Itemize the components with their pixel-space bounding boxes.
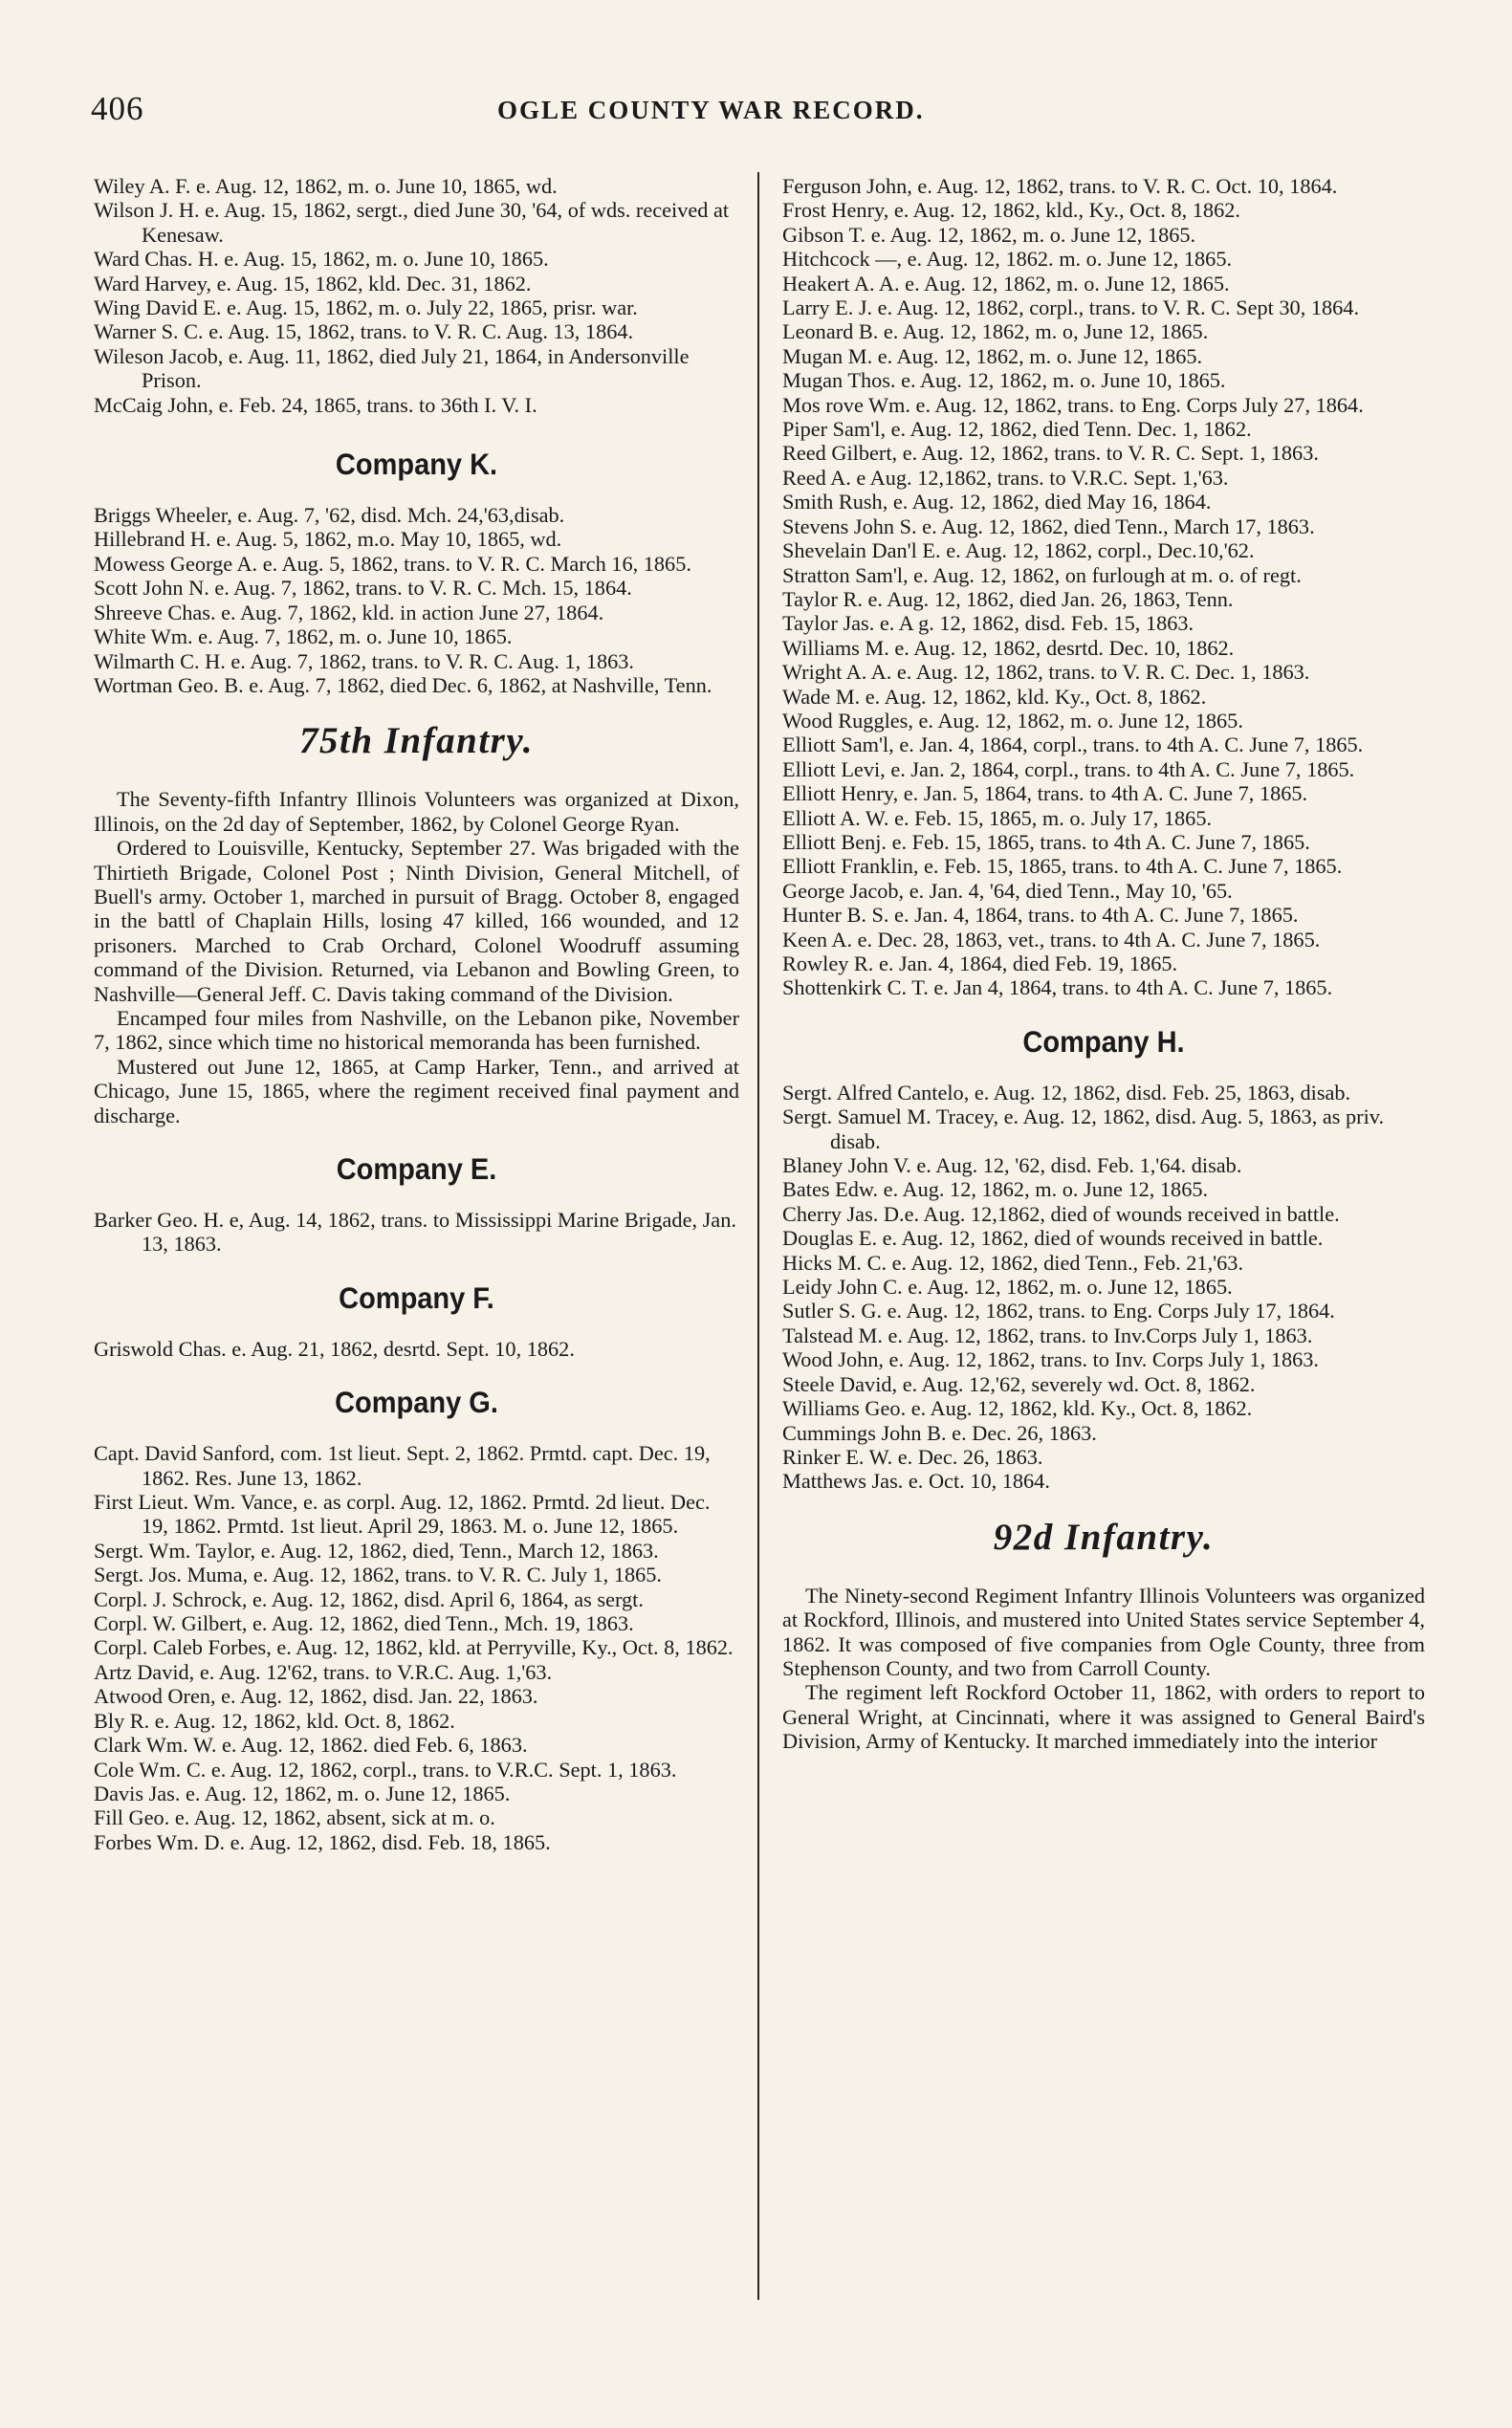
roster-entry: Corpl. W. Gilbert, e. Aug. 12, 1862, died Tenn., Mch. 19, 1863. — [94, 1611, 634, 1636]
history-paragraph: The regiment left Rockford October 11, 1862, with orders to report to General Wright, at Cincinnati, where it was assigned to General Baird's Division, Army of Kentucky. It marched immediately into the interior — [782, 1680, 1425, 1754]
roster-list — [94, 1441, 739, 1854]
roster-entry: Reed A. e Aug. 12,1862, trans. to V.R.C. Sept. 1,'63. — [782, 465, 1229, 490]
roster-entry: Wade M. e. Aug. 12, 1862, kld. Ky., Oct. 8, 1862. — [782, 684, 1207, 709]
roster-entry: Talstead M. e. Aug. 12, 1862, trans. to Inv.Corps July 1, 1863. — [782, 1323, 1313, 1347]
roster-entry: George Jacob, e. Jan. 4, '64, died Tenn., May 10, '65. — [782, 878, 1233, 903]
roster-entry: Wileson Jacob, e. Aug. 11, 1862, died July 21, 1864, in Andersonville Prison. — [94, 343, 690, 393]
history-paragraph: The Ninety-second Regiment Infantry Illinois Volunteers was organized at Rockford, Illinois, and mustered into United States service September 4, 1862. It was composed of five companies from Ogle County, three from Stephenson County, and two from Carroll County. — [782, 1583, 1425, 1680]
page-number: 406 — [91, 90, 144, 127]
page-header — [91, 90, 1449, 128]
roster-entry: Hunter B. S. e. Jan. 4, 1864, trans. to 4th A. C. June 7, 1865. — [782, 903, 1299, 928]
roster-entry: Frost Henry, e. Aug. 12, 1862, kld., Ky., Oct. 8, 1862. — [782, 198, 1240, 223]
company-heading: Company F. — [339, 1281, 494, 1316]
roster-entry: Keen A. e. Dec. 28, 1863, vet., trans. to 4th A. C. June 7, 1865. — [782, 927, 1321, 952]
roster-entry: Mowess George A. e. Aug. 5, 1862, trans. to V. R. C. March 16, 1865. — [94, 551, 691, 576]
roster-entry: Cherry Jas. D.e. Aug. 12,1862, died of wounds received in battle. — [782, 1201, 1340, 1226]
roster-entry: McCaig John, e. Feb. 24, 1865, trans. to 36th I. V. I. — [94, 392, 537, 417]
column-divider — [757, 172, 759, 2300]
roster-entry: Wilson J. H. e. Aug. 15, 1862, sergt., died June 30, '64, of wds. received at Kenesaw. — [94, 198, 730, 247]
roster-entry: Gibson T. e. Aug. 12, 1862, m. o. June 12, 1865. — [782, 222, 1196, 247]
roster-entry: Heakert A. A. e. Aug. 12, 1862, m. o. June 12, 1865. — [782, 271, 1230, 295]
roster-entry: Taylor R. e. Aug. 12, 1862, died Jan. 26, 1863, Tenn. — [782, 586, 1234, 611]
regiment-heading: 92d Infantry. — [993, 1516, 1215, 1558]
roster-entry: Mugan Thos. e. Aug. 12, 1862, m. o. June 10, 1865. — [782, 368, 1226, 393]
roster-entry: Artz David, e. Aug. 12'62, trans. to V.R.C. Aug. 1,'63. — [94, 1659, 553, 1684]
roster-entry: Hicks M. C. e. Aug. 12, 1862, died Tenn., Feb. 21,'63. — [782, 1250, 1244, 1275]
history-paragraph: The Seventy-fifth Infantry Illinois Volunteers was organized at Dixon, Illinois, on the 2d day of September, 1862, by Colonel George Ryan. — [94, 787, 739, 836]
roster-entry: White Wm. e. Aug. 7, 1862, m. o. June 10, 1865. — [94, 624, 513, 649]
roster-list — [94, 1337, 739, 1361]
roster-entry: Mos rove Wm. e. Aug. 12, 1862, trans. to Eng. Corps July 27, 1864. — [782, 392, 1364, 417]
left-column — [94, 174, 739, 1854]
roster-list — [94, 174, 739, 417]
roster-entry: First Lieut. Wm. Vance, e. as corpl. Aug. 12, 1862. Prmtd. 2d lieut. Dec. 19, 1862. Prmtd. 1st lieut. April 29, 1863. M. o. June 12, 1865. — [94, 1490, 711, 1539]
roster-entry: Reed Gilbert, e. Aug. 12, 1862, trans. to V. R. C. Sept. 1, 1863. — [782, 441, 1319, 466]
roster-entry: Sutler S. G. e. Aug. 12, 1862, trans. to Eng. Corps July 17, 1864. — [782, 1299, 1335, 1323]
roster-entry: Ferguson John, e. Aug. 12, 1862, trans. to V. R. C. Oct. 10, 1864. — [782, 174, 1338, 198]
roster-entry: Leonard B. e. Aug. 12, 1862, m. o, June 12, 1865. — [782, 319, 1209, 344]
regiment-history — [94, 787, 739, 1127]
company-heading: Company K. — [335, 448, 498, 482]
roster-entry: Warner S. C. e. Aug. 15, 1862, trans. to V. R. C. Aug. 13, 1864. — [94, 319, 634, 344]
roster-entry: Hillebrand H. e. Aug. 5, 1862, m.o. May 10, 1865, wd. — [94, 527, 562, 552]
roster-list — [782, 174, 1425, 1000]
roster-entry: Shottenkirk C. T. e. Jan 4, 1864, trans. to 4th A. C. June 7, 1865. — [782, 975, 1333, 1000]
roster-entry: Mugan M. e. Aug. 12, 1862, m. o. June 12, 1865. — [782, 343, 1203, 368]
roster-entry: Wiley A. F. e. Aug. 12, 1862, m. o. June 10, 1865, wd. — [94, 174, 558, 198]
regiment-heading: 75th Infantry. — [299, 720, 534, 762]
roster-entry: Shevelain Dan'l E. e. Aug. 12, 1862, corpl., Dec.10,'62. — [782, 538, 1255, 563]
roster-entry: Elliott A. W. e. Feb. 15, 1865, m. o. July 17, 1865. — [782, 805, 1213, 830]
roster-entry: Shreeve Chas. e. Aug. 7, 1862, kld. in action June 27, 1864. — [94, 600, 604, 624]
roster-entry: Corpl. J. Schrock, e. Aug. 12, 1862, disd. April 6, 1864, as sergt. — [94, 1586, 644, 1611]
roster-list — [782, 1081, 1425, 1494]
roster-entry: Sergt. Wm. Taylor, e. Aug. 12, 1862, died, Tenn., March 12, 1863. — [94, 1538, 659, 1563]
roster-entry: Barker Geo. H. e, Aug. 14, 1862, trans. to Mississippi Marine Brigade, Jan. 13, 1863. — [94, 1208, 736, 1257]
roster-entry: Wood Ruggles, e. Aug. 12, 1862, m. o. June 12, 1865. — [782, 708, 1243, 733]
roster-entry: Elliott Benj. e. Feb. 15, 1865, trans. to 4th A. C. June 7, 1865. — [782, 829, 1310, 854]
roster-entry: Clark Wm. W. e. Aug. 12, 1862. died Feb. 6, 1863. — [94, 1733, 528, 1758]
roster-entry: Hitchcock —, e. Aug. 12, 1862. m. o. June 12, 1865. — [782, 247, 1233, 272]
right-column — [782, 174, 1425, 1754]
roster-entry: Sergt. Jos. Muma, e. Aug. 12, 1862, trans. to V. R. C. July 1, 1865. — [94, 1563, 663, 1587]
roster-entry: Cole Wm. C. e. Aug. 12, 1862, corpl., trans. to V.R.C. Sept. 1, 1863. — [94, 1757, 677, 1782]
roster-entry: Davis Jas. e. Aug. 12, 1862, m. o. June 12, 1865. — [94, 1781, 511, 1805]
roster-entry: Briggs Wheeler, e. Aug. 7, '62, disd. Mch. 24,'63,disab. — [94, 503, 565, 528]
roster-list — [94, 503, 739, 697]
roster-entry: Smith Rush, e. Aug. 12, 1862, died May 16, 1864. — [782, 490, 1212, 514]
roster-entry: Wilmarth C. H. e. Aug. 7, 1862, trans. to V. R. C. Aug. 1, 1863. — [94, 648, 634, 673]
roster-entry: Corpl. Caleb Forbes, e. Aug. 12, 1862, kld. at Perryville, Ky., Oct. 8, 1862. — [94, 1635, 734, 1660]
roster-entry: Forbes Wm. D. e. Aug. 12, 1862, disd. Feb. 18, 1865. — [94, 1829, 551, 1854]
roster-entry: Sergt. Samuel M. Tracey, e. Aug. 12, 1862, disd. Aug. 5, 1863, as priv. disab. — [782, 1105, 1385, 1153]
roster-entry: Douglas E. e. Aug. 12, 1862, died of wounds received in battle. — [782, 1226, 1324, 1251]
roster-entry: Wright A. A. e. Aug. 12, 1862, trans. to V. R. C. Dec. 1, 1863. — [782, 660, 1310, 685]
history-paragraph: Mustered out June 12, 1865, at Camp Harker, Tenn., and arrived at Chicago, June 15, 1865, where the regiment received final payment and discharge. — [94, 1054, 739, 1127]
roster-entry: Blaney John V. e. Aug. 12, '62, disd. Feb. 1,'64. disab. — [782, 1153, 1242, 1178]
roster-entry: Capt. David Sanford, com. 1st lieut. Sept. 2, 1862. Prmtd. capt. Dec. 19, 1862. Res. June 13, 1862. — [94, 1441, 711, 1490]
roster-entry: Leidy John C. e. Aug. 12, 1862, m. o. June 12, 1865. — [782, 1275, 1233, 1300]
roster-entry: Rowley R. e. Jan. 4, 1864, died Feb. 19, 1865. — [782, 952, 1178, 975]
roster-entry: Elliott Sam'l, e. Jan. 4, 1864, corpl., trans. to 4th A. C. June 7, 1865. — [782, 733, 1364, 757]
roster-entry: Stratton Sam'l, e. Aug. 12, 1862, on furlough at m. o. of regt. — [782, 562, 1302, 587]
history-paragraph: Ordered to Louisville, Kentucky, September 27. Was brigaded with the Thirtieth Brigade, Colonel Post ; Ninth Division, General Mitchell, of Buell's army. October 1, marched in pursuit of Bragg. October 8, engaged in the battl of Chaplain Hills, losing 47 killed, 166 wounded, and 12 prisoners. Marched to Crab Orchard, Colonel Woodruff assuming command of the Division. Returned, via Lebanon and Bowling Green, to Nashville—General Jeff. C. Davis taking command of the Division. — [94, 836, 739, 1006]
regiment-history — [782, 1584, 1425, 1754]
roster-entry: Wing David E. e. Aug. 15, 1862, m. o. July 22, 1865, prisr. war. — [94, 295, 638, 320]
roster-entry: Steele David, e. Aug. 12,'62, severely wd. Oct. 8, 1862. — [782, 1371, 1256, 1396]
roster-entry: Matthews Jas. e. Oct. 10, 1864. — [782, 1469, 1050, 1494]
roster-entry: Williams Geo. e. Aug. 12, 1862, kld. Ky., Oct. 8, 1862. — [782, 1396, 1253, 1421]
roster-entry: Cummings John B. e. Dec. 26, 1863. — [782, 1420, 1097, 1445]
roster-entry: Bates Edw. e. Aug. 12, 1862, m. o. June 12, 1865. — [782, 1177, 1209, 1202]
roster-entry: Sergt. Alfred Cantelo, e. Aug. 12, 1862, disd. Feb. 25, 1863, disab. — [782, 1080, 1351, 1105]
running-title: OGLE COUNTY WAR RECORD. — [497, 96, 925, 124]
company-heading: Company E. — [336, 1152, 497, 1187]
roster-entry: Elliott Levi, e. Jan. 2, 1864, corpl., trans. to 4th A. C. June 7, 1865. — [782, 756, 1355, 781]
company-heading: Company H. — [1022, 1025, 1185, 1060]
history-paragraph: Encamped four miles from Nashville, on the Lebanon pike, November 7, 1862, since which time no historical memoranda has been furnished. — [94, 1005, 739, 1055]
roster-entry: Rinker E. W. e. Dec. 26, 1863. — [782, 1444, 1043, 1469]
roster-entry: Bly R. e. Aug. 12, 1862, kld. Oct. 8, 1862. — [94, 1708, 455, 1733]
company-heading: Company G. — [335, 1386, 498, 1420]
roster-entry: Scott John N. e. Aug. 7, 1862, trans. to V. R. C. Mch. 15, 1864. — [94, 576, 632, 601]
roster-entry: Taylor Jas. e. A g. 12, 1862, disd. Feb. 15, 1863. — [782, 611, 1194, 636]
roster-entry: Stevens John S. e. Aug. 12, 1862, died Tenn., March 17, 1863. — [782, 514, 1315, 538]
roster-entry: Ward Harvey, e. Aug. 15, 1862, kld. Dec. 31, 1862. — [94, 271, 532, 295]
roster-entry: Atwood Oren, e. Aug. 12, 1862, disd. Jan. 22, 1863. — [94, 1684, 538, 1709]
roster-entry: Elliott Henry, e. Jan. 5, 1864, trans. to 4th A. C. June 7, 1865. — [782, 781, 1308, 806]
roster-entry: Elliott Franklin, e. Feb. 15, 1865, trans. to 4th A. C. June 7, 1865. — [782, 854, 1343, 879]
roster-entry: Williams M. e. Aug. 12, 1862, desrtd. Dec. 10, 1862. — [782, 635, 1235, 660]
roster-entry: Ward Chas. H. e. Aug. 15, 1862, m. o. June 10, 1865. — [94, 247, 549, 272]
roster-entry: Wortman Geo. B. e. Aug. 7, 1862, died Dec. 6, 1862, at Nashville, Tenn. — [94, 672, 712, 697]
roster-entry: Piper Sam'l, e. Aug. 12, 1862, died Tenn. Dec. 1, 1862. — [782, 417, 1252, 442]
roster-entry: Larry E. J. e. Aug. 12, 1862, corpl., trans. to V. R. C. Sept 30, 1864. — [782, 295, 1360, 320]
roster-entry: Griswold Chas. e. Aug. 21, 1862, desrtd. Sept. 10, 1862. — [94, 1336, 575, 1361]
roster-list — [94, 1208, 739, 1257]
roster-entry: Wood John, e. Aug. 12, 1862, trans. to Inv. Corps July 1, 1863. — [782, 1347, 1319, 1372]
roster-entry: Fill Geo. e. Aug. 12, 1862, absent, sick at m. o. — [94, 1805, 495, 1830]
